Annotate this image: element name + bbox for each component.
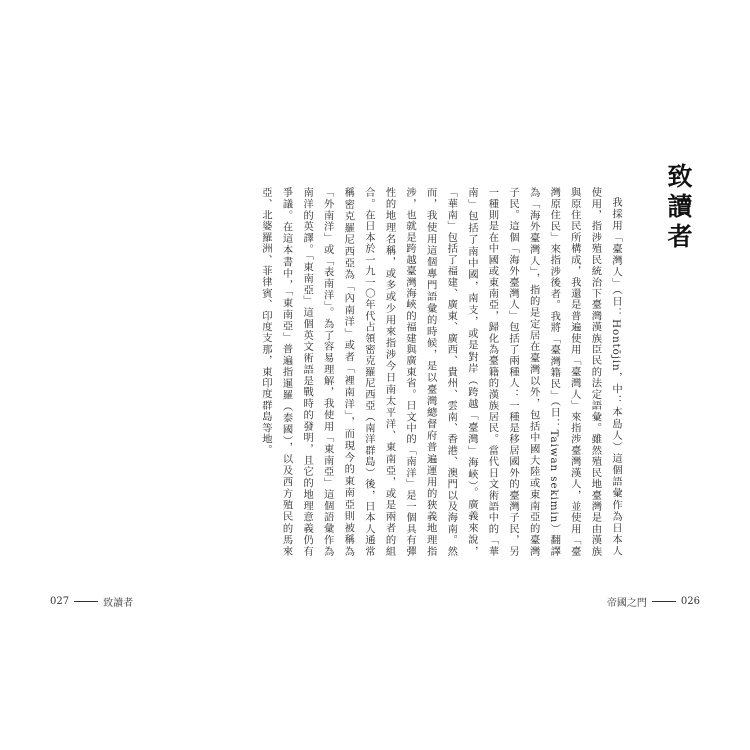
left-footer: [50, 594, 133, 609]
footer-rule: [652, 601, 676, 602]
body-text: [206, 187, 626, 557]
paragraph: 我採用「臺灣人」（日：Hontōjin，中：本島人）這個語彙作為日本人使用，指涉殖民統治下臺灣漢族臣民的法定語彙。雖然殖民地臺灣是由漢族與原住民所構成，我還是普遍使用「臺灣人」來指涉臺灣漢人，並使用「臺灣原住民」來指涉後者。我將「臺灣籍民」（日：Taiwan sekimin）翻譯為「海外臺灣人」，指的是定居在臺灣以外，包括中國大陸或東南亞的臺灣子民。這個「海外臺灣人」包括了兩種人：一種是移居國外的臺灣子民，另一種則是在中國或東南亞，歸化為臺籍的漢族居民。當代日文術語中的「華南」包括了南中國，南支，或是對岸（跨越「臺灣」海峽）。廣義來說，「華南」包括了福建、廣東、廣西、貴州、雲南、香港、澳門以及海南。然而，我使用這個專門語彙的時候，是以臺灣總督府普遍運用的狹義地理指涉，也就是跨越臺灣海峽的福建與廣東省。日文中的「南洋」是一個具有彈性的地理名稱，或多或少用來指涉今日南太平洋、東南亞，或是兩者的組合。在日本於一九一〇年代占領密克羅尼西亞（南洋群島）後，日本人通常稱密克羅尼西亞為「內南洋」或者「裡南洋」，而現今的東南亞則被稱為「外南洋」或「表南洋」。為了容易理解，我使用「東南亞」這個語彙作為南洋的英譯。「東南亞」這個英文術語是戰時的發明，且它的地理意義仍有爭議。在這本書中，「東南亞」普遍指暹羅（泰國），以及西方殖民的馬來亞、北婆羅洲、菲律賓、印度支那，東印度群島等地。: [259, 187, 622, 557]
right-footer: [607, 594, 700, 609]
footer-rule: [74, 601, 98, 602]
chapter-title: 致讀者: [664, 163, 693, 253]
right-running-head: 帝國之門: [606, 598, 647, 609]
left-running-head: 致讀者: [103, 598, 134, 609]
right-page-number: 026: [680, 596, 700, 607]
left-page-number: 027: [50, 596, 70, 607]
